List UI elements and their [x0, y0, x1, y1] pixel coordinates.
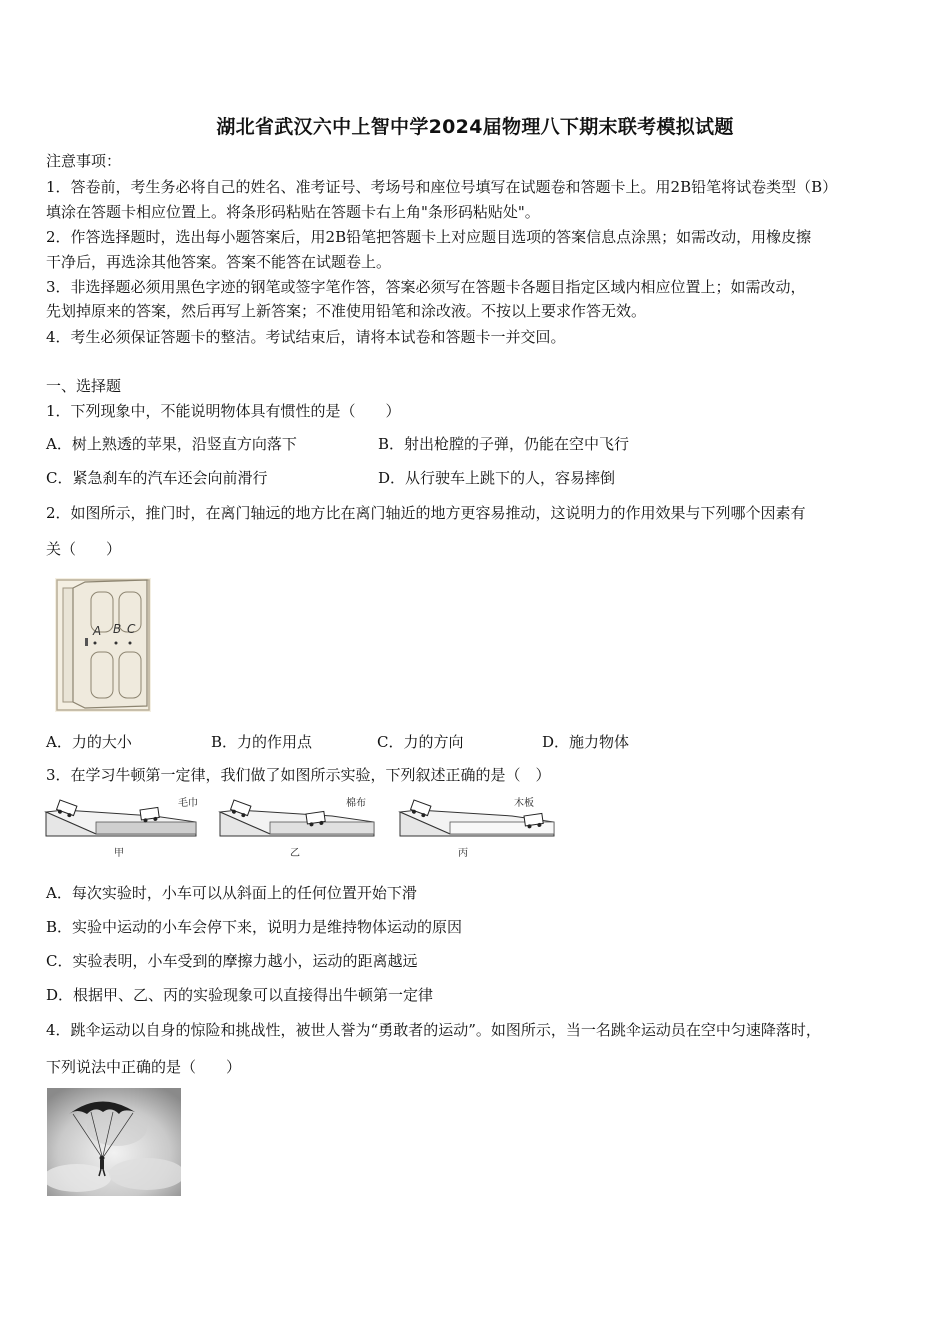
- notice-line: 4．考生必须保证答题卡的整洁。考试结束后，请将本试卷和答题卡一并交回。: [46, 328, 566, 346]
- notice-line: 先划掉原来的答案，然后再写上新答案；不准使用铅笔和涂改液。不按以上要求作答无效。: [46, 302, 647, 320]
- q2-option-d[interactable]: D．施力物体: [542, 733, 630, 751]
- q2-stem-cont: 关（ ）: [46, 540, 122, 558]
- q2-stem: 2．如图所示，推门时，在离门轴远的地方比在离门轴近的地方更容易推动，这说明力的作用效果与下列哪个因素有: [46, 504, 806, 522]
- point-c-mark: [129, 642, 132, 645]
- panel-yi: [220, 796, 374, 859]
- q3-stem: 3．在学习牛顿第一定律，我们做了如图所示实验，下列叙述正确的是（ ）: [46, 766, 551, 784]
- cloud-shape: [87, 1110, 147, 1146]
- section-heading: 一、选择题: [46, 377, 122, 395]
- door-handle: [85, 638, 88, 646]
- towel-surface: [96, 822, 196, 834]
- q4-stem: 4．跳伞运动以自身的惊险和挑战性，被世人誉为“勇敢者的运动”。如图所示，当一名跳伞运动员在空中匀速降落时，: [46, 1021, 821, 1039]
- q4-stem-cont: 下列说法中正确的是（ ）: [46, 1058, 242, 1076]
- notice-line: 填涂在答题卡相应位置上。将条形码粘贴在答题卡右上角"条形码粘贴处"。: [46, 203, 540, 221]
- panel-label: 甲: [114, 848, 124, 859]
- point-a-mark: [94, 642, 97, 645]
- door-figure: [55, 578, 151, 712]
- panel-bing: [400, 796, 554, 859]
- surface-label: 毛巾: [178, 798, 198, 809]
- q2-option-c[interactable]: C．力的方向: [377, 733, 464, 751]
- q1-option-b[interactable]: B．射出枪膛的子弹，仍能在空中飞行: [378, 435, 630, 453]
- q2-option-b[interactable]: B．力的作用点: [211, 733, 313, 751]
- notice-line: 2．作答选择题时，选出每小题答案后，用2B铅笔把答题卡上对应题目选项的答案信息点涂黑；如需改动，用橡皮擦: [46, 228, 812, 246]
- page-title: 湖北省武汉六中上智中学2024届物理八下期末联考模拟试题: [216, 116, 734, 138]
- label-c: C: [127, 622, 136, 636]
- q3-option-d[interactable]: D．根据甲、乙、丙的实验现象可以直接得出牛顿第一定律: [46, 986, 434, 1004]
- newton-experiment-figure: [44, 794, 556, 862]
- surface-label: 棉布: [346, 798, 366, 809]
- door-jamb: [63, 588, 73, 702]
- q3-option-a[interactable]: A．每次实验时，小车可以从斜面上的任何位置开始下滑: [46, 884, 417, 902]
- surface-label: 木板: [514, 798, 534, 809]
- q1-option-c[interactable]: C．紧急刹车的汽车还会向前滑行: [46, 469, 268, 487]
- label-a: A: [93, 624, 102, 638]
- q3-option-c[interactable]: C．实验表明，小车受到的摩擦力越小，运动的距离越远: [46, 952, 418, 970]
- q3-option-b[interactable]: B．实验中运动的小车会停下来，说明力是维持物体运动的原因: [46, 918, 463, 936]
- point-b-mark: [115, 642, 118, 645]
- q1-option-d[interactable]: D．从行驶车上跳下的人，容易摔倒: [378, 469, 616, 487]
- parachutist-body: [100, 1160, 104, 1169]
- q2-option-a[interactable]: A．力的大小: [46, 733, 132, 751]
- parachutist-head: [100, 1156, 105, 1161]
- label-b: B: [113, 622, 122, 636]
- notice-line: 干净后，再选涂其他答案。答案不能答在试题卷上。: [46, 253, 392, 271]
- notice-line: 3．非选择题必须用黑色字迹的钢笔或签字笔作答，答案必须写在答题卡各题目指定区域内相应位置上；如需改动，: [46, 278, 806, 296]
- panel-label: 丙: [458, 848, 468, 859]
- parachute-photo: [47, 1088, 181, 1196]
- door-leaf: [73, 580, 147, 708]
- panel-jia: [46, 796, 198, 859]
- notice-line: 1．答卷前，考生务必将自己的姓名、准考证号、考场号和座位号填写在试题卷和答题卡上。用2B铅笔将试卷类型（B）: [46, 178, 838, 196]
- q1-option-a[interactable]: A．树上熟透的苹果，沿竖直方向落下: [46, 435, 297, 453]
- notice-heading: 注意事项：: [46, 152, 122, 170]
- q1-stem: 1．下列现象中，不能说明物体具有惯性的是（ ）: [46, 402, 401, 420]
- panel-label: 乙: [290, 848, 300, 859]
